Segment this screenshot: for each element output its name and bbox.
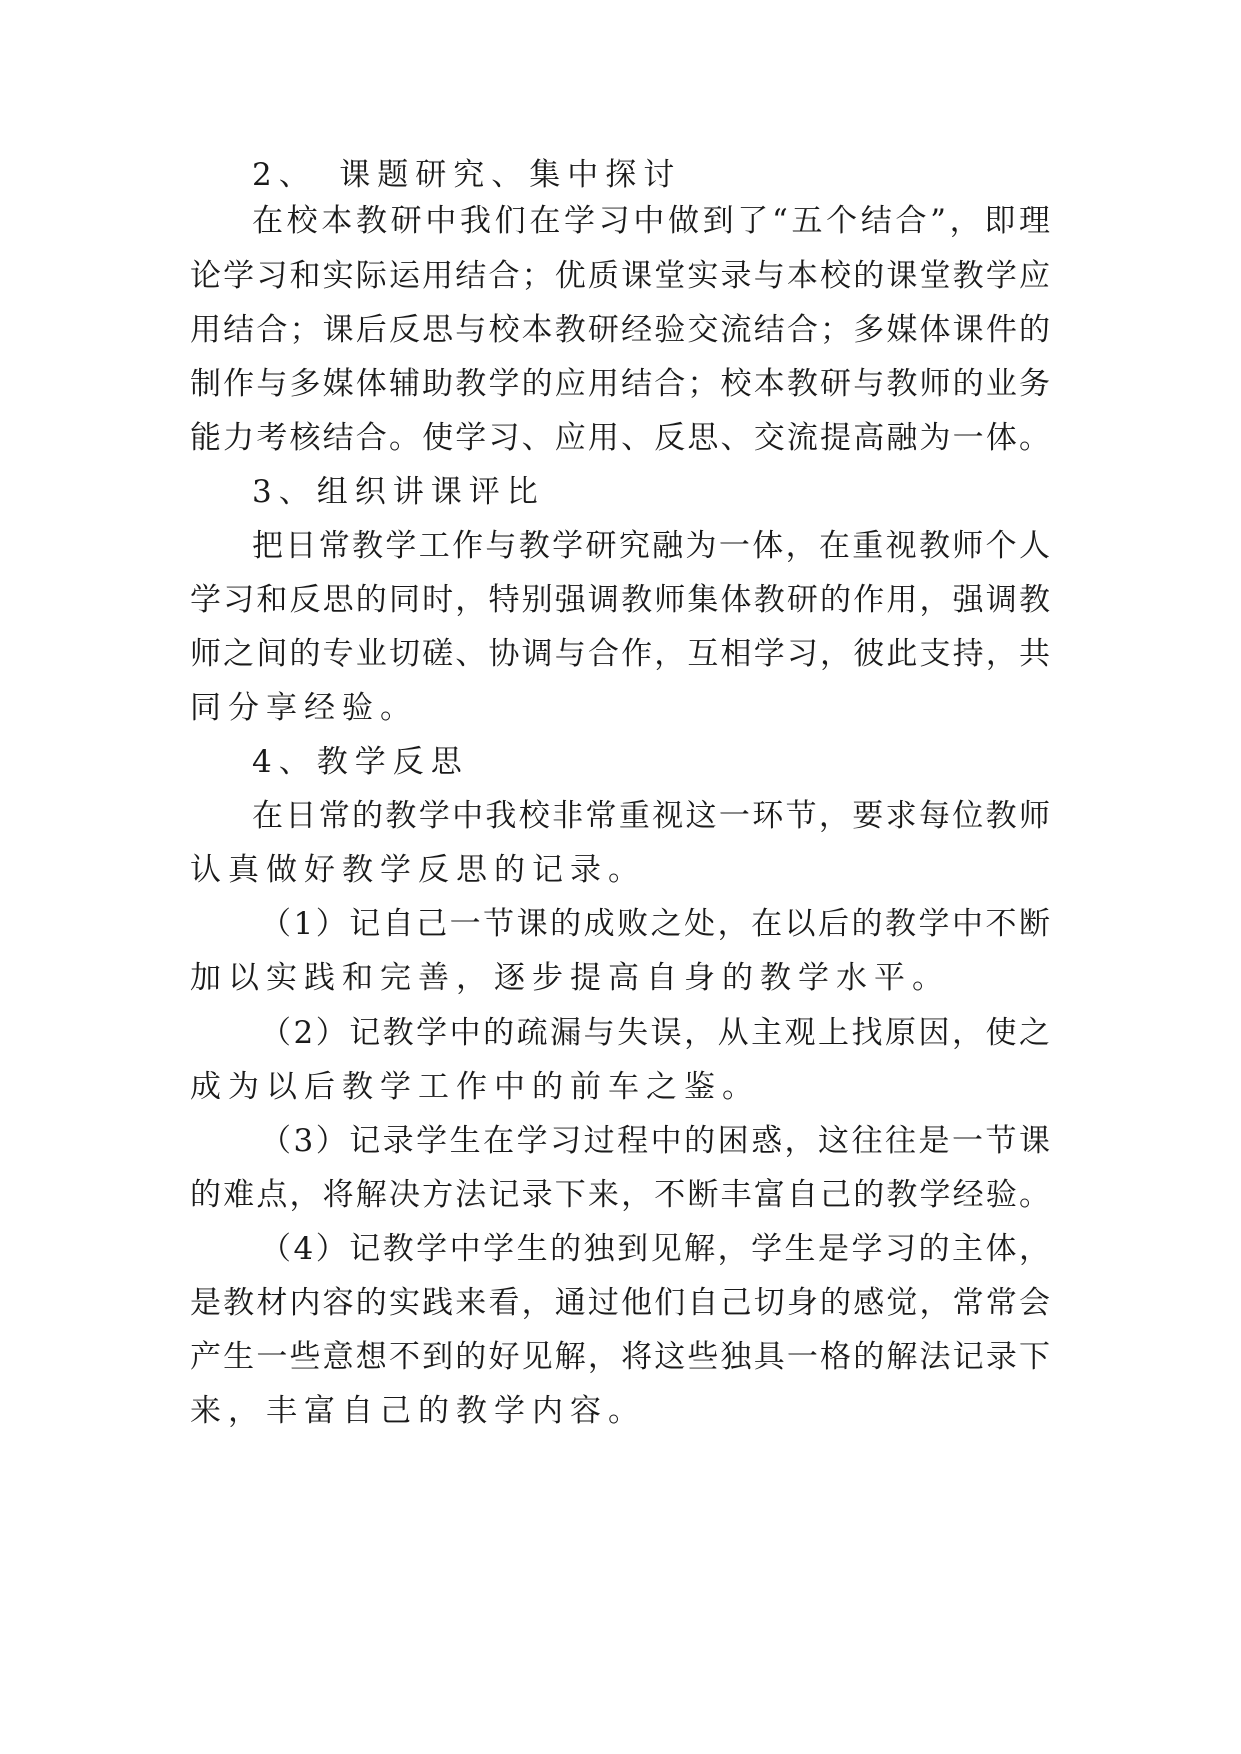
paragraph-line: 产生一些意想不到的好见解，将这些独具一格的解法记录下 bbox=[190, 1339, 1050, 1375]
paragraph-line: 师之间的专业切磋、协调与合作，互相学习，彼此支持，共 bbox=[190, 636, 1050, 672]
paragraph-line: 成为以后教学工作中的前车之鉴。 bbox=[190, 1069, 760, 1105]
paragraph-line: 在校本教研中我们在学习中做到了“五个结合”，即理 bbox=[252, 203, 1050, 239]
paragraph-line: 在日常的教学中我校非常重视这一环节，要求每位教师 bbox=[252, 798, 1050, 834]
paragraph-line: 加以实践和完善，逐步提高自身的教学水平。 bbox=[190, 960, 950, 996]
paragraph-line: 制作与多媒体辅助教学的应用结合；校本教研与教师的业务 bbox=[190, 366, 1050, 402]
paragraph-line: 论学习和实际运用结合；优质课堂实录与本校的课堂教学应 bbox=[190, 258, 1050, 294]
paragraph-line: 学习和反思的同时，特别强调教师集体教研的作用，强调教 bbox=[190, 582, 1050, 618]
paragraph-line: 认真做好教学反思的记录。 bbox=[190, 852, 646, 888]
paragraph-line: 同分享经验。 bbox=[190, 690, 418, 726]
list-item-4: （4）记教学中学生的独到见解，学生是学习的主体， bbox=[260, 1231, 1050, 1267]
paragraph-line: 能力考核结合。使学习、应用、反思、交流提高融为一体。 bbox=[190, 420, 1050, 456]
list-item-2: （2）记教学中的疏漏与失误，从主观上找原因，使之 bbox=[260, 1015, 1050, 1051]
paragraph-line: 的难点，将解决方法记录下来，不断丰富自己的教学经验。 bbox=[190, 1177, 1050, 1213]
paragraph-line: 把日常教学工作与教学研究融为一体，在重视教师个人 bbox=[252, 528, 1050, 564]
heading-4: 4、教学反思 bbox=[252, 744, 469, 780]
list-item-1: （1）记自己一节课的成败之处，在以后的教学中不断 bbox=[260, 906, 1050, 942]
paragraph-line: 是教材内容的实践来看，通过他们自己切身的感觉，常常会 bbox=[190, 1285, 1050, 1321]
list-item-3: （3）记录学生在学习过程中的困惑，这往往是一节课 bbox=[260, 1123, 1050, 1159]
paragraph-line: 用结合；课后反思与校本教研经验交流结合；多媒体课件的 bbox=[190, 312, 1050, 348]
heading-3: 3、组织讲课评比 bbox=[252, 474, 545, 510]
paragraph-line: 来，丰富自己的教学内容。 bbox=[190, 1393, 646, 1429]
heading-2: 2、 课题研究、集中探讨 bbox=[252, 157, 682, 193]
